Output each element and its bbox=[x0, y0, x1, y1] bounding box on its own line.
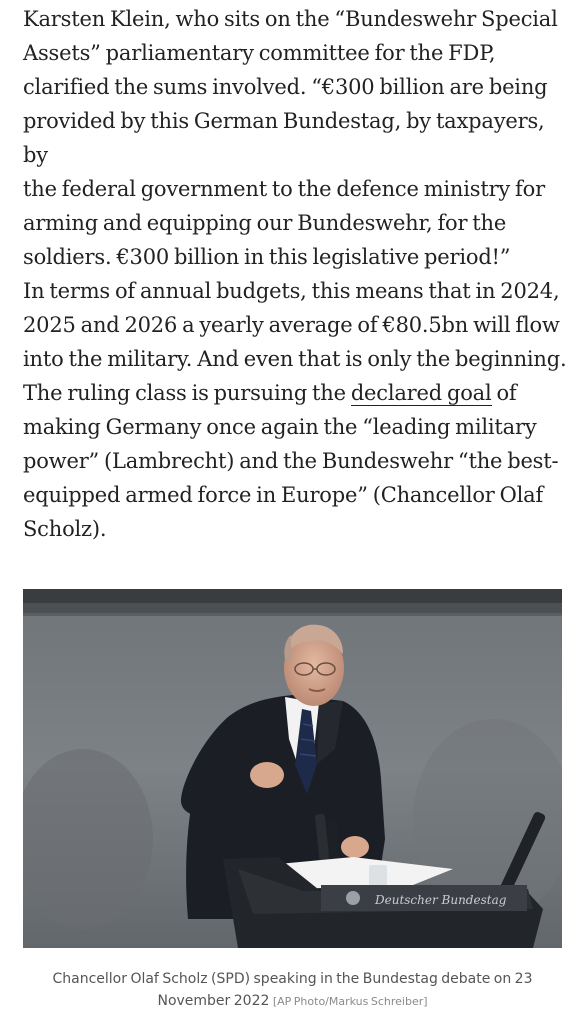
photo-caption bbox=[20, 968, 565, 1013]
paragraph-text: In terms of annual budgets, this means that in 2024, 2025 and 2026 a yearly average of €80.5bn will flow into the military. And even that is only the beginning. The ruling class is pursuing the bbox=[23, 279, 567, 405]
paragraph-text: of making Germany once again the “leading military power” (Lambrecht) and the Bundeswehr “the best- equipped armed force in Europe” (Chancellor Olaf Scholz). bbox=[23, 381, 559, 541]
scholz-bundestag-photo bbox=[23, 589, 562, 948]
podium-sign-text: Deutscher Bundestag bbox=[375, 893, 507, 907]
article-paragraph: Karsten Klein, who sits on the “Bundeswehr Special Assets” parliamentary committee for the FDP, clarified the sums involved. “€300 billion are being provided by this German Bundestag, by taxpayers, by the federal government to the defence ministry for arming and equipping our Bundeswehr, for the soldiers. €300 billion in this legislative period!” bbox=[23, 7, 558, 269]
photo-credit: [AP Photo/Markus Schreiber] bbox=[272, 995, 428, 1008]
article-photo bbox=[23, 589, 562, 948]
declared-goal-link[interactable]: declared goal bbox=[350, 381, 492, 405]
article-paragraph bbox=[23, 274, 569, 546]
caption-text: Chancellor Olaf Scholz (SPD) speaking in the Bundestag debate on 23 November 2022 bbox=[52, 971, 533, 1009]
